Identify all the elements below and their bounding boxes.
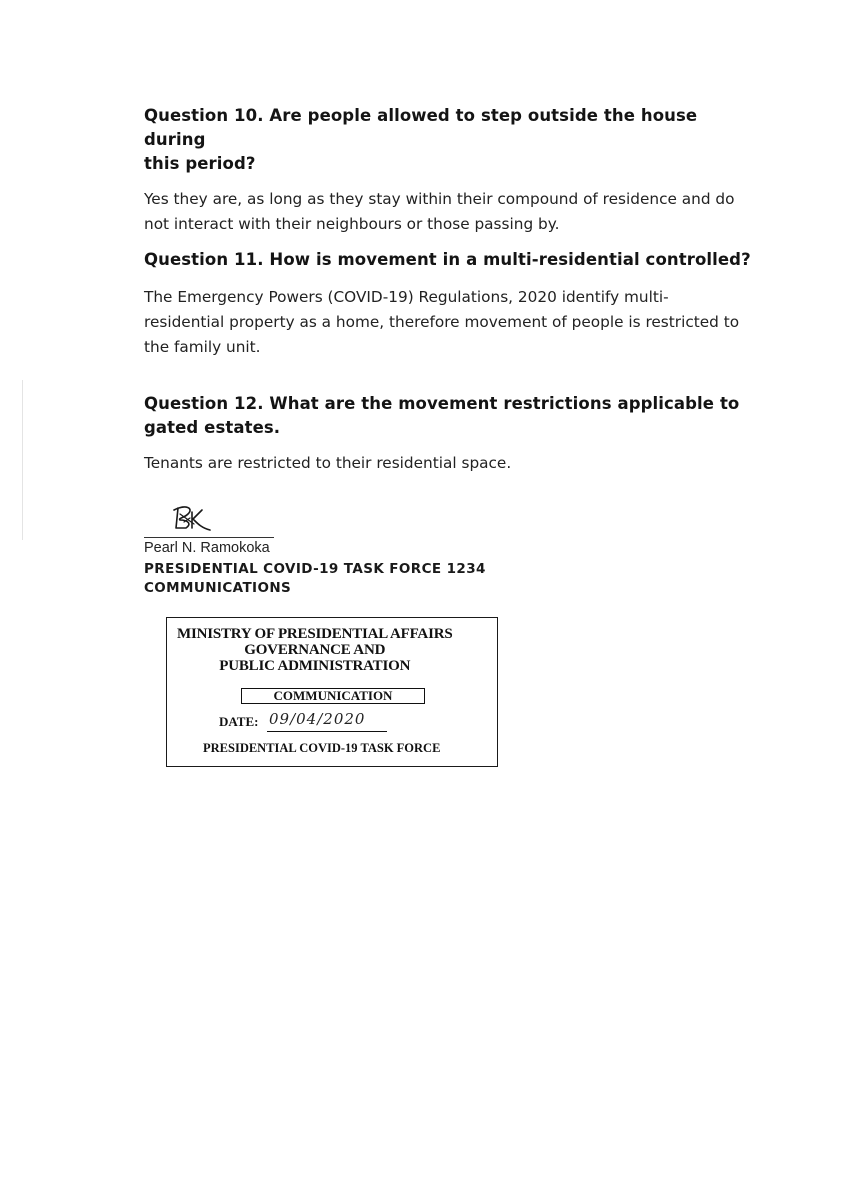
question-10-title-line1: Question 10. Are people allowed to step outside the house during	[144, 106, 698, 149]
question-12-title-line1: Question 12. What are the movement restrictions applicable to	[144, 394, 740, 413]
question-10-title-line2: this period?	[144, 154, 256, 173]
signatory-office-line2: COMMUNICATIONS	[144, 580, 292, 596]
scan-edge-line	[22, 380, 23, 540]
stamp-taskforce: PRESIDENTIAL COVID-19 TASK FORCE	[203, 741, 441, 755]
stamp-ministry-line2: GOVERNANCE AND	[244, 642, 386, 658]
stamp-ministry-line3: PUBLIC ADMINISTRATION	[219, 658, 411, 674]
signatory-office-line1: PRESIDENTIAL COVID-19 TASK FORCE 1234	[144, 561, 486, 577]
stamp-date-line	[267, 731, 387, 732]
question-10-answer-line1: Yes they are, as long as they stay within their compound of residence and do	[144, 190, 735, 208]
question-11-answer	[144, 285, 764, 360]
question-12-title	[144, 392, 764, 440]
question-11-answer-line1: The Emergency Powers (COVID-19) Regulations, 2020 identify multi-	[144, 288, 669, 306]
question-11-answer-line3: the family unit.	[144, 338, 261, 356]
stamp-date-label: DATE:	[219, 714, 259, 729]
stamp-department-box: COMMUNICATION	[241, 688, 425, 704]
question-11-answer-line2: residential property as a home, therefore movement of people is restricted to	[144, 313, 740, 331]
question-10-answer	[144, 187, 764, 237]
question-12-title-line2: gated estates.	[144, 418, 281, 437]
question-10-answer-line2: not interact with their neighbours or those passing by.	[144, 215, 560, 233]
question-10-title	[144, 104, 764, 176]
question-12-answer	[144, 451, 764, 476]
official-stamp	[166, 617, 498, 767]
stamp-ministry-name	[177, 626, 452, 674]
question-10-section	[144, 104, 764, 237]
question-11-section	[144, 248, 764, 360]
signatory-office	[144, 560, 486, 598]
stamp-date-value: 09/04/2020	[269, 710, 366, 728]
question-11-title	[144, 248, 764, 272]
stamp-ministry-line1: MINISTRY OF PRESIDENTIAL AFFAIRS	[177, 626, 453, 642]
question-11-title-line1: Question 11. How is movement in a multi-residential controlled?	[144, 250, 751, 269]
question-12-section	[144, 392, 764, 476]
signatory-name: Pearl N. Ramokoka	[144, 540, 270, 556]
handwritten-signature	[164, 500, 234, 536]
signature-line	[144, 537, 274, 538]
question-12-answer-line1: Tenants are restricted to their residential space.	[144, 454, 512, 472]
